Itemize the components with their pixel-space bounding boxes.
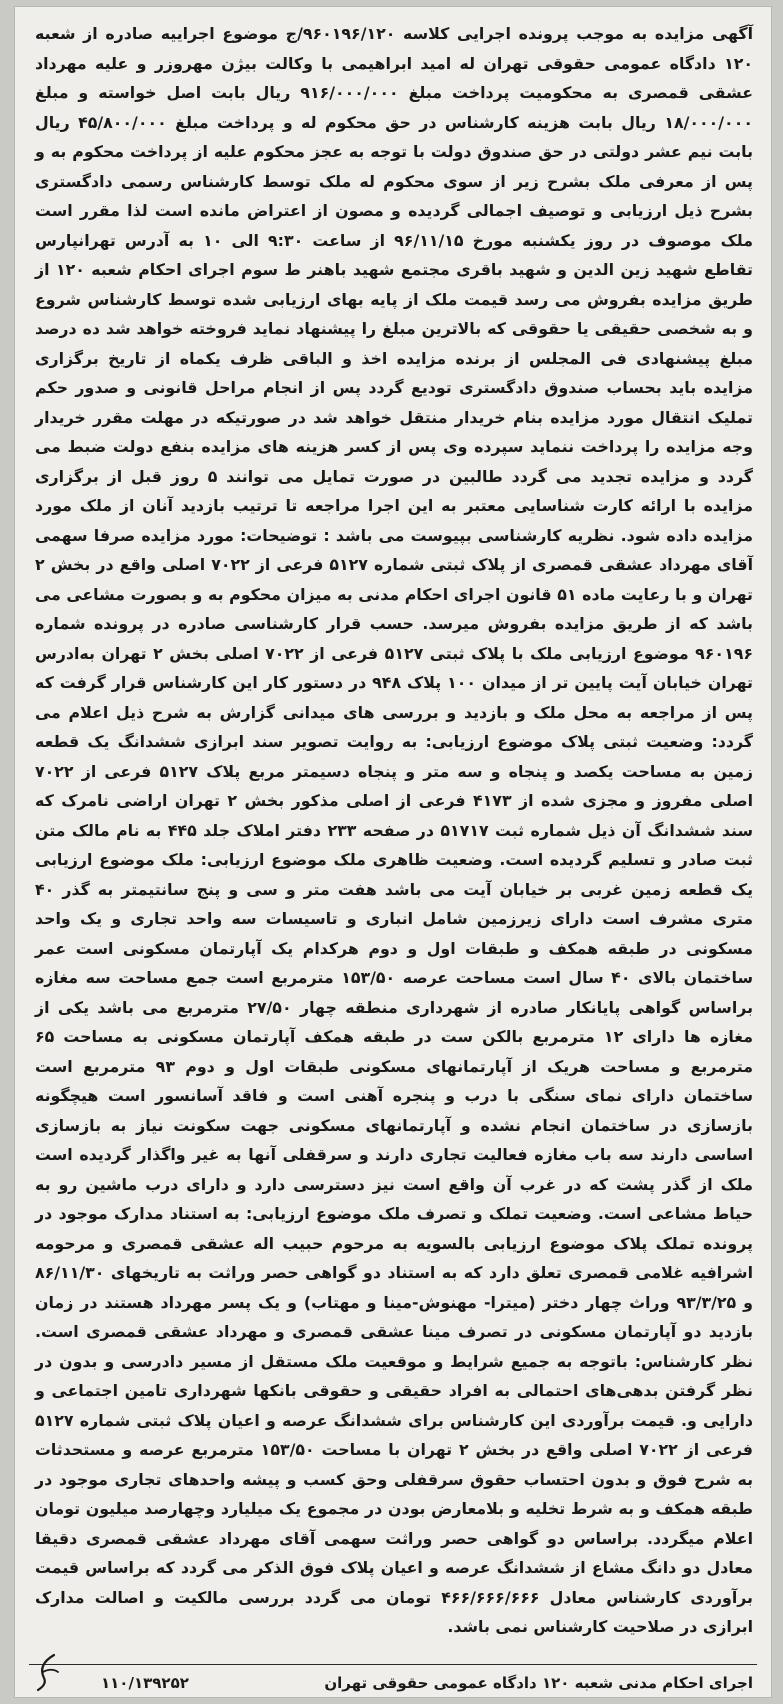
reference-number: ۱۱۰/۱۳۹۲۵۲ (101, 1674, 189, 1692)
issuer-name: اجرای احکام مدنی شعبه ۱۲۰ دادگاه عمومی حقوقی تهران (324, 1674, 753, 1692)
handwritten-mark-icon (34, 1652, 62, 1692)
footer-divider (29, 1664, 757, 1665)
notice-footer (35, 1671, 753, 1695)
newspaper-clipping (14, 6, 772, 1698)
auction-notice-text: آگهی مزایده به موجب پرونده اجرایی کلاسه ۹۶۰۱۹۶/۱۲۰/ج موضوع اجراییه صادره از شعبه ۱۲۰ دادگاه عمومی حقوقی تهران له امید ابراهیمی با وکالت بیژن مهروزر و علیه مهرداد عشقی قمصری به محکومیت پرداخت مبلغ ۹۱۶/۰۰۰/۰۰۰ ریال بابت اصل خواسته و مبلغ ۱۸/۰۰۰/۰۰۰ ریال بابت هزینه کارشناس در حق محکوم له و پرداخت مبلغ ۴۵/۸۰۰/۰۰۰ ریال بابت نیم عشر دولتی در حق صندوق دولت با توجه به عجز محکوم علیه از پرداخت محکوم به و پس از معرفی ملک بشرح زیر از سوی محکوم له ملک توسط کارشناس رسمی دادگستری بشرح ذیل ارزیابی و توصیف اجمالی گردیده و مصون از اعتراض مانده است لذا مقرر است ملک موصوف در روز یکشنبه مورخ ۹۶/۱۱/۱۵ از ساعت ۹:۳۰ الی ۱۰ به آدرس تهرانپارس تقاطع شهید زین الدین و شهید باقری مجتمع شهید باهنر ط سوم اجرای احکام شعبه ۱۲۰ از طریق مزایده بفروش می رسد قیمت ملک از پایه بهای ارزیابی شده توسط کارشناس شروع و به شخصی حقیقی یا حقوقی که بالاترین مبلغ را پیشنهاد نماید فروخته خواهد شد ده درصد مبلغ پیشنهادی فی المجلس از برنده مزایده اخذ و الباقی ظرف یکماه از تاریخ برگزاری مزایده باید بحساب صندوق دادگستری تودیع گردد پس از انجام مراحل قانونی و صدور حکم تملیک انتقال مورد مزایده بنام خریدار منتقل خواهد شد در صورتیکه در مهلت مقرر خریدار وجه مزایده را پرداخت ننماید سپرده وی پس از کسر هزینه های مزایده بنفع دولت ضبط می گردد و مزایده تجدید می گردد طالبین در صورت تمایل می توانند ۵ روز قبل از برگزاری مزایده با ارائه کارت شناسایی معتبر به این اجرا مراجعه تا ترتیب بازدید آنان از ملک مورد مزایده داده شود. نظریه کارشناسی بپیوست می باشد : توضیحات: مورد مزایده صرفا سهمی آقای مهرداد عشقی قمصری از پلاک ثبتی شماره ۵۱۲۷ فرعی از ۷۰۲۲ اصلی واقع در بخش ۲ تهران و با رعایت ماده ۵۱ قانون اجرای احکام مدنی به میزان محکوم به و بصورت مشاعی می باشد که از طریق مزایده بفروش میرسد. حسب قرار کارشناسی صادره در پرونده شماره ۹۶۰۱۹۶ موضوع ارزیابی ملک با پلاک ثبتی ۵۱۲۷ فرعی از ۷۰۲۲ اصلی بخش ۲ تهران به‌ادرس تهران خیابان آیت پایین تر از میدان ۱۰۰ پلاک ۹۴۸ در دستور کار این کارشناس قرار گرفت که پس از مراجعه به محل ملک و بازدید و بررسی های میدانی گزارش به شرح ذیل اعلام می گردد: وضعیت ثبتی پلاک موضوع ارزیابی: به روایت تصویر سند ابرازی ششدانگ یک قطعه زمین به مساحت یکصد و پنجاه و سه متر و پنجاه دسیمتر مربع پلاک ۵۱۲۷ فرعی از ۷۰۲۲ اصلی مفروز و مجزی شده از ۴۱۷۳ فرعی از اصلی مذکور بخش ۲ تهران اراضی نامرک که سند ششدانگ آن ذیل شماره ثبت ۵۱۷۱۷ در صفحه ۲۳۳ دفتر املاک جلد ۴۴۵ به نام مالک متن ثبت صادر و تسلیم گردیده است. وضعیت ظاهری ملک موضوع ارزیابی: ملک موضوع ارزیابی یک قطعه زمین غربی بر خیابان آیت می باشد هفت متر و سی و پنج سانتیمتر به گذر ۴۰ متری مشرف است دارای زیرزمین شامل انباری و تاسیسات سه واحد تجاری و یک واحد مسکونی در طبقه همکف و طبقات اول و دوم هرکدام یک آپارتمان مسکونی است عمر ساختمان بالای ۴۰ سال است مساحت عرصه ۱۵۳/۵۰ مترمربع است جمع مساحت سه مغازه براساس گواهی پایانکار صادره از شهرداری منطقه چهار ۲۷/۵۰ مترمربع می باشد یکی از مغازه ها دارای ۱۲ مترمربع بالکن ست در طبقه همکف آپارتمان مسکونی به مساحت ۶۵ مترمربع و مساحت هریک از آپارتمانهای مسکونی طبقات اول و دوم ۹۳ مترمربع است ساختمان دارای نمای سنگی با درب و پنجره آهنی است و فاقد آسانسور است هیچگونه بازسازی در ساختمان انجام نشده و آپارتمانهای مسکونی جهت سکونت نیاز به بازسازی اساسی دارند سه باب مغازه فعالیت تجاری دارند و سرقفلی آنها به غیر واگذار گردیده است ملک از گذر پشت که در غرب آن واقع است نیز دسترسی دارد و دارای درب ماشین رو به حیاط مشاعی است. وضعیت تملک و تصرف ملک موضوع ارزیابی: به استناد مدارک موجود در پرونده تملک پلاک موضوع ارزیابی بالسویه به مرحوم حبیب اله عشقی قمصری و مرحومه اشرافیه غلامی قمصری تعلق دارد که به استناد دو گواهی حصر وراثت به تاریخهای ۸۶/۱۱/۳۰ و ۹۳/۳/۲۵ وراث چهار دختر (میترا- مهنوش-مینا و مهتاب) و یک پسر مهرداد هستند در زمان بازدید دو آپارتمان مسکونی در تصرف مینا عشقی قمصری و مهرداد عشقی قمصری است. نظر کارشناس: باتوجه به جمیع شرایط و موقعیت ملک مستقل از مسیر دادرسی و بدون در نظر گرفتن بدهی‌های احتمالی به افراد حقیقی و حقوقی بانکها شهرداری تامین اجتماعی و دارایی و. قیمت برآوردی این کارشناس برای ششدانگ عرصه و اعیان پلاک ثبتی شماره ۵۱۲۷ فرعی از ۷۰۲۲ اصلی واقع در بخش ۲ تهران با مساحت ۱۵۳/۵۰ مترمربع عرصه و مستحدثات به شرح فوق و بدون احتساب حقوق سرقفلی وحق کسب و پیشه واحدهای تجاری موجود در طبقه همکف و به شرط تخلیه و بلامعارض بودن در مجموع یک میلیارد وچهارصد میلیون تومان اعلام میگردد. براساس دو گواهی حصر وراثت سهمی آقای مهرداد عشقی قمصری دقیقا معادل دو دانگ مشاع از ششدانگ عرصه و اعیان پلاک فوق الذکر می گردد که براساس قیمت برآوردی کارشناس معادل ۴۶۶/۶۶۶/۶۶۶ تومان می گردد بررسی مالکیت و اصالت مدارک ابرازی در صلاحیت کارشناس نمی باشد. (35, 24, 754, 1636)
